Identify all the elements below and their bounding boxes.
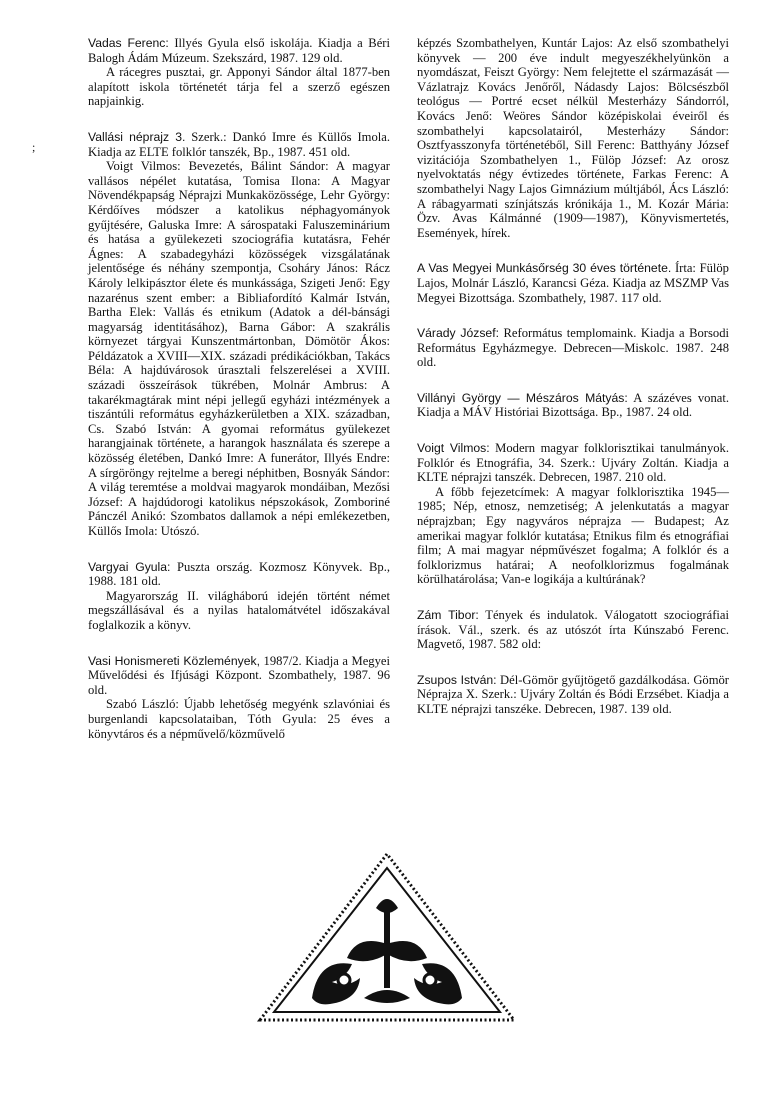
folk-ornament-image bbox=[252, 848, 522, 1028]
entry-heading: Vargyai Gyula: bbox=[88, 559, 171, 574]
entry-heading: Voigt Vilmos: bbox=[417, 441, 490, 456]
entry-heading: Villányi György — Mészáros Mátyás: bbox=[417, 390, 628, 405]
bibliography-entry bbox=[88, 36, 390, 109]
bibliography-entry bbox=[417, 608, 729, 652]
entry-text: képzés Szombathelyen, Kuntár Lajos: Az első szombathelyi könyvek — 200 éve indult megyeszékhelyünkön a nyomdászat, Feiszt György: Nem felejtette el származását — Vázlatrajz Kovács Jenőről, Nádasdy Lajos: Bölcsészből teológus — Portré ecset nélkül Mesterházy Sándorról, Kovács Jenő: Weöres Sándor középiskolai éveiről és szombathelyi kapcsolatairól, Mesterházy Sándor: Osztfyasszonyfa történetéből, Sill Ferenc: Batthyány József vizitációja Szombathelyen 1., Fülöp József: Az orosz nyelvoktatás négy évtizedes története, Farkas Ferenc: A szombathelyi Nagy Lajos Gimnázium múltjából, Ács László: A rábagyarmati színjátszás krónikája 1., M. Kozár Mária: Özv. Avas Kálmánné (1909—1987), Könyvismertetés, Események, hírek. bbox=[417, 36, 729, 240]
entry-text: A főbb fejezetcímek: A magyar folklorisztika 1945—1985; Nép, etnosz, nemzetiség; A jelenkutatás a magyar néprajzban; Egy nagyváros néprajza — Budapest; Az amerikai magyar folklór kutatása; Etnikus film és etnográfiai film; A mai magyar népművészet fogalma; A folklór és a folklorizmus határai; A neofolklorizmus fogalmának körülhatárolása; Van-e logikája a kultúrának? bbox=[417, 484, 729, 587]
entry-text: Református templomaink. Kiadja a Borsodi Református Egyházmegye. Debrecen—Miskolc. 1987. 248 old. bbox=[417, 326, 729, 370]
entry-text: Szabó László: Újabb lehetőség megyénk szlavóniai és burgenlandi kapcsolataiban, Tóth Gyula: 25 éves a könyvtáros és a népművelő/közművelő bbox=[88, 697, 390, 741]
left-column bbox=[88, 36, 390, 762]
entry-text: 1987/2. Kiadja a Megyei Művelődési és Ifjúsági Központ. Szombathely, 1987. 96 old. bbox=[88, 653, 390, 697]
bibliography-entry bbox=[417, 391, 729, 420]
entry-heading: Zsupos István: bbox=[417, 672, 497, 687]
bibliography-entry bbox=[88, 560, 390, 633]
entry-text: A rácegres pusztai, gr. Apponyi Sándor által 1877-ben alapított iskola történetét tárja fel a szerző egészen napjainkig. bbox=[88, 65, 390, 109]
bibliography-entry bbox=[417, 261, 729, 305]
entry-text: Illyés Gyula első iskolája. Kiadja a Béri Balogh Ádám Múzeum. Szekszárd, 1987. 129 old. bbox=[88, 36, 390, 65]
bibliography-entry-continued bbox=[417, 36, 729, 240]
entry-text: Dél-Gömör gyűjtögető gazdálkodása. Gömör Néprajza X. Szerk.: Ujváry Zoltán és Bódi Erzsébet. Kiadja a KLTE néprajzi tanszéke. Debrecen, 1987. 139 old. bbox=[417, 672, 730, 716]
entry-heading: Zám Tibor: bbox=[417, 608, 479, 622]
entry-heading: Vadas Ferenc: bbox=[88, 36, 169, 50]
entry-text: Puszta ország. Kozmosz Könyvek. Bp., 1988. 181 old. bbox=[88, 559, 390, 589]
entry-text: Írta: Fülöp Lajos, Molnár László, Karancsi Géza. Kiadja az MSZMP Vas Megyei Bizottsága. Szombathely, 1987. 117 old. bbox=[417, 261, 729, 305]
entry-text: Magyarország II. világháború idején történt német megszállásával és a nyilas hatalomátvétel időszakával foglalkozik a könyv. bbox=[88, 588, 390, 632]
entry-text: Szerk.: Dankó Imre és Küllős Imola. Kiadja az ELTE folklór tanszék, Bp., 1987. 451 old. bbox=[88, 129, 390, 159]
bibliography-entry bbox=[88, 130, 390, 539]
entry-heading: Vallási néprajz 3. bbox=[88, 129, 186, 144]
bibliography-entry bbox=[417, 673, 729, 717]
entry-text: Voigt Vilmos: Bevezetés, Bálint Sándor: A magyar vallásos népélet kutatása, Tomisa Ilona: A Magyar Növendékpapság Néprajzi Munkaközössége, Lehr György: Kérdőíves módszer a katolikus néphagyományok gyűjtésére, Galuska Imre: A sárospataki Faluszeminárium és hatása a gyülekezeti szociográfia kutatásra, Fehér Ágnes: A szabadegyházi közösségek vizsgálatának jelentősége és néhány szempontja, Csoháry János: Rácz Károly lelkipásztor élete és munkássága, Szigeti Jenő: Egy nazarénus szent ember: a Bibliafordító Kalmár István, Bartha Elek: Vallás és etnikum (Adatok a dél-bánsági magyarság identitásához), Barna Gábor: A szakrális környezet tárgyai Kunszentmártonban, Dömötör Ákos: Példázatok a XVIII—XIX. századi prédikációkban, Takács Béla: A hajdúvárosok úrasztali felszerelései a XVIII. századi összeírások tükrében, Molnár Ambrus: A takarékmagtárak mint népi jellegű egyházi intézmények a tiszántúli református egyházkerületben a XIX. században, Cs. Szabó István: A gyomai református gyülekezet harangjainak története, a harangok használata és szerepe a közösség életében, Dankó Imre: A funerátor, Illyés Endre: A sírgöröngy rejtelme a beregi néphitben, Bosnyák Sándor: A világ teremtése a moldvai magyarok mondáiban, Mezősi József: A hajdúdorogi katolikus népszokások, Zomboriné Pánczél Anikó: Szombatos dallamok a népi emlékezetben, Küllős Imola: Utószó. bbox=[88, 159, 390, 538]
entry-heading: Várady József: bbox=[417, 326, 499, 341]
entry-heading: Vasi Honismereti Közlemények, bbox=[88, 653, 260, 668]
bibliography-entry bbox=[417, 326, 729, 370]
entry-text: Modern magyar folklorisztikai tanulmányok. Folklór és Etnográfia, 34. Szerk.: Ujváry Zoltán. Kiadja a KLTE néprajzi tanszék. Debrecen, 1987. 210 old. bbox=[417, 441, 729, 485]
entry-text: A százéves vonat. Kiadja a MÁV Históriai Bizottsága. Bp., 1987. 24 old. bbox=[417, 390, 729, 420]
bibliography-entry bbox=[88, 654, 390, 742]
margin-mark: ; bbox=[32, 140, 36, 154]
entry-text: Tények és indulatok. Válogatott szociográfiai írások. Vál., szerk. és az utószót írta Kúnszabó Ferenc. Magvető, 1987. 582 old: bbox=[417, 608, 729, 652]
right-column bbox=[417, 36, 729, 738]
bibliography-entry bbox=[417, 441, 729, 587]
entry-heading: A Vas Megyei Munkásőrség 30 éves története. bbox=[417, 261, 672, 276]
